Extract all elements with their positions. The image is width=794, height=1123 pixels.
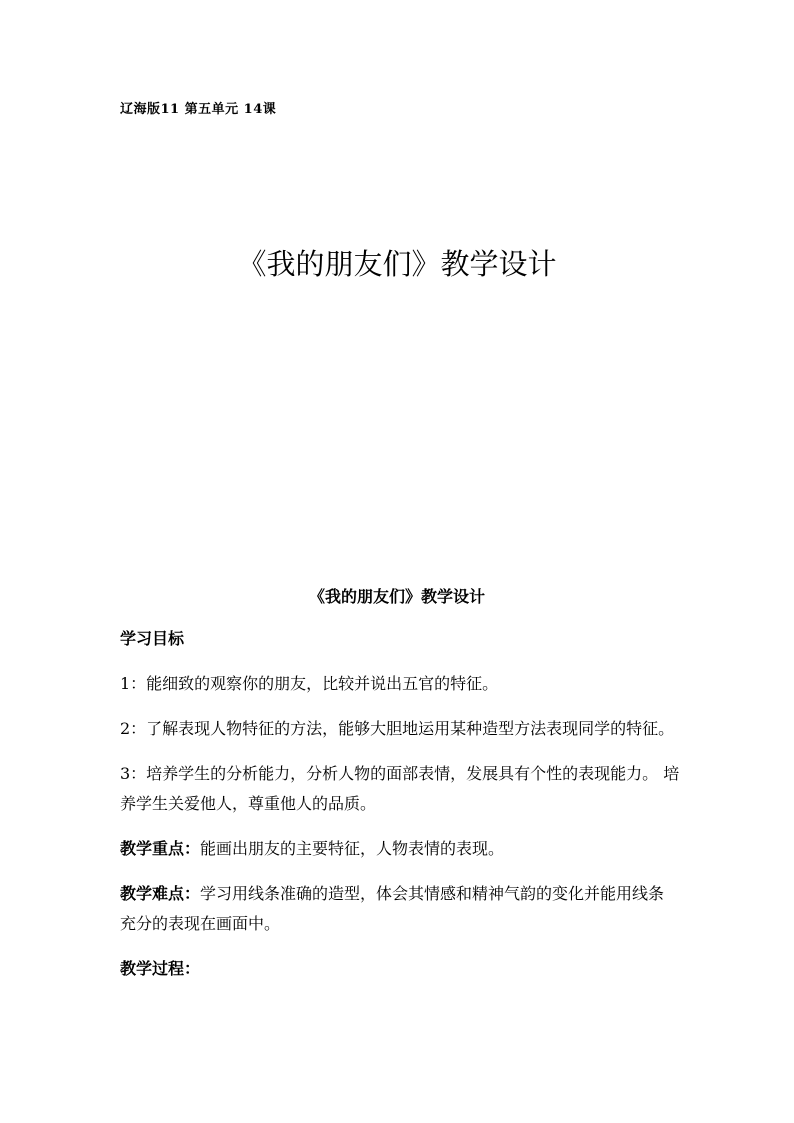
difficulty-paragraph	[120, 879, 680, 939]
key-point-label: 教学重点：	[120, 839, 201, 858]
objective-item: 2：了解表现人物特征的方法，能够大胆地运用某种造型方法表现同学的特征。	[120, 719, 675, 738]
key-point-paragraph	[120, 834, 680, 864]
difficulty-text: 学习用线条准确的造型，体会其情感和精神气韵的变化并能用线条充分的表现在画面中。	[120, 884, 665, 933]
objective-item: 1：能细致的观察你的朋友，比较并说出五官的特征。	[120, 674, 499, 693]
cover-title: 《我的朋友们》教学设计	[237, 247, 557, 281]
objective-item: 3：培养学生的分析能力，分析人物的面部表情，发展具有个性的表现能力。 培养学生关爱他人，尊重他人的品质。	[120, 764, 680, 813]
objectives-heading: 学习目标	[120, 629, 185, 648]
content-title: 《我的朋友们》教学设计	[308, 587, 485, 606]
difficulty-label: 教学难点：	[120, 884, 201, 903]
course-header: 辽海版11 第五单元 14课	[120, 102, 277, 117]
process-heading: 教学过程：	[120, 959, 201, 978]
key-point-text: 能画出朋友的主要特征，人物表情的表现。	[200, 839, 505, 858]
document-body	[120, 624, 680, 999]
